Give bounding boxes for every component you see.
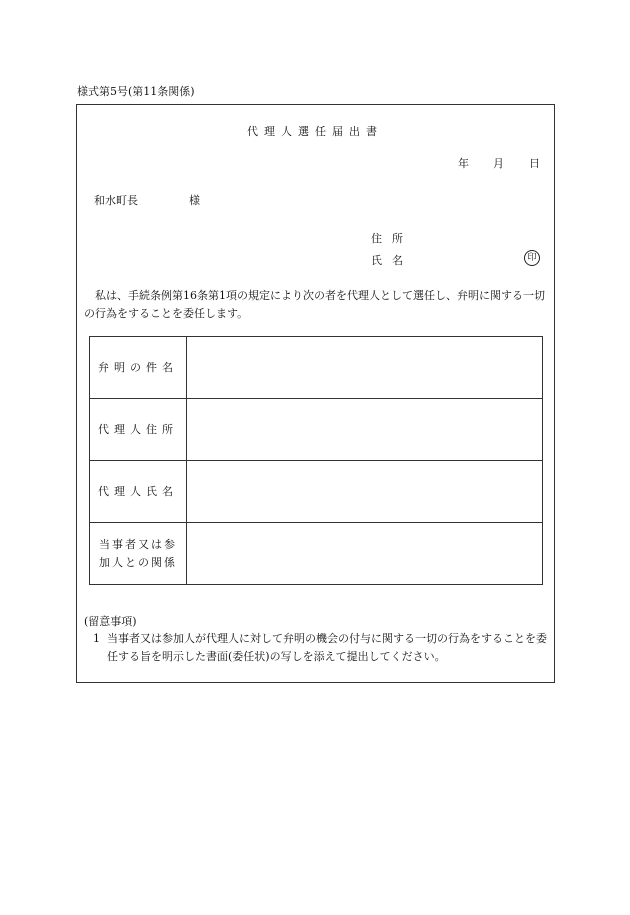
row-value-case-name[interactable] (187, 337, 543, 399)
body-text: 私は、手続条例第16条第1項の規定により次の者を代理人として選任し、弁明に関する一切の行為をすることを委任します。 (84, 289, 545, 320)
row-label-relationship: 当事者又は参加人との関係 (90, 523, 187, 585)
note-number: 1 (93, 632, 100, 645)
table-row (90, 461, 543, 523)
row-value-agent-name[interactable] (187, 461, 543, 523)
form-reference: 様式第5号(第11条関係) (77, 85, 195, 98)
form-title: 代理人選任届出書 (247, 125, 383, 138)
addressee-honorific: 様 (189, 194, 200, 207)
date-day-label: 日 (529, 157, 540, 170)
table-row (90, 523, 543, 585)
date-year-label: 年 (458, 157, 469, 170)
detail-table (89, 336, 543, 585)
notes-heading: (留意事項) (84, 615, 137, 628)
note-item (93, 630, 553, 666)
row-label-case-name: 弁明の件名 (90, 337, 187, 399)
applicant-address-label: 住所 (371, 232, 413, 245)
row-value-agent-address[interactable] (187, 399, 543, 461)
row-label-agent-address: 代理人住所 (90, 399, 187, 461)
table-row (90, 399, 543, 461)
seal-mark-icon: 印 (524, 250, 540, 266)
note-text: 当事者又は参加人が代理人に対して弁明の機会の付与に関する一切の行為をすることを委任する旨を明示した書面(委任状)の写しを添えて提出してください。 (107, 632, 547, 663)
applicant-name-label: 氏名 (371, 254, 413, 267)
row-value-relationship[interactable] (187, 523, 543, 585)
table-row (90, 337, 543, 399)
date-month-label: 月 (493, 157, 504, 170)
addressee-name: 和水町長 (94, 194, 138, 207)
row-label-agent-name: 代理人氏名 (90, 461, 187, 523)
